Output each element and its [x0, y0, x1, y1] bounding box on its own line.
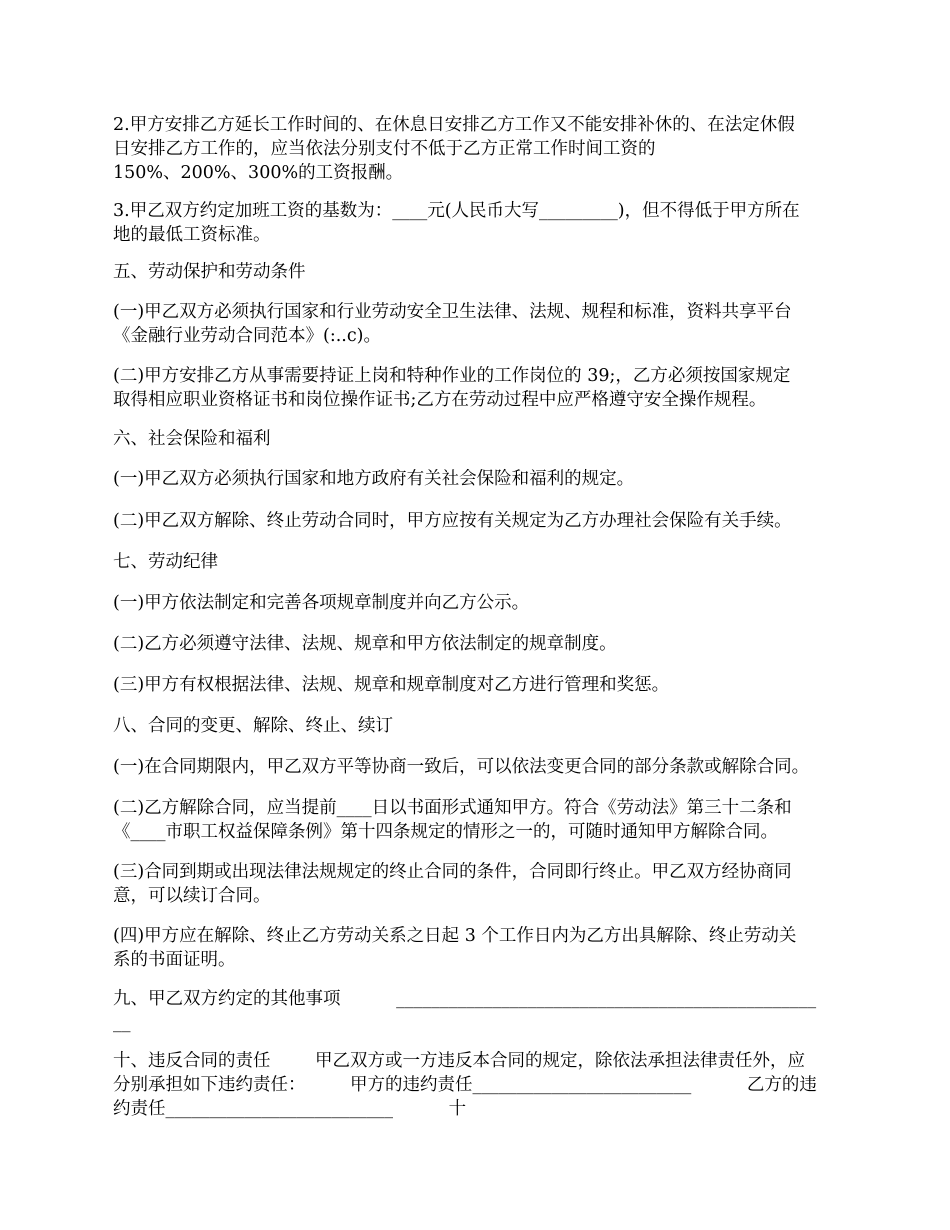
paragraph-7-1: [113, 591, 843, 615]
heading-text: 五、劳动保护和劳动条件: [113, 262, 306, 282]
section-heading-6: [113, 427, 843, 451]
text-line: (二)甲方安排乙方从事需要持证上岗和特种作业的工作岗位的 39;，乙方必须按国家规定: [113, 366, 791, 386]
text-line: (一)甲乙双方必须执行国家和行业劳动安全卫生法律、法规、规程和标准，资料共享平台: [113, 302, 792, 322]
text-line: 2.甲方安排乙方延长工作时间的、在休息日安排乙方工作又不能安排补休的、在法定休假: [113, 115, 795, 135]
text-line: 取得相应职业资格证书和岗位操作证书;乙方在劳动过程中应严格遵守安全操作规程。: [113, 390, 767, 410]
text-line: (三)甲方有权根据法律、法规、规章和规章制度对乙方进行管理和奖惩。: [113, 675, 670, 695]
section-heading-5: [113, 260, 843, 284]
paragraph-overtime-pay: [113, 113, 843, 185]
text-line: (一)在合同期限内，甲乙双方平等协商一致后，可以依法变更合同的部分条款或解除合同。: [113, 757, 810, 777]
text-line: 3.甲乙双方约定加班工资的基数为：____元(人民币大写_________)，但不得低于甲方所在: [113, 201, 800, 221]
text-line: 十、违反合同的责任 甲乙双方或一方违反本合同的规定，除依法承担法律责任外，应: [113, 1051, 805, 1071]
paragraph-10: [113, 1049, 843, 1121]
heading-text: 九、甲乙双方约定的其他事项 ________________________________________________: [113, 989, 817, 1009]
text-line: (二)甲乙双方解除、终止劳动合同时，甲方应按有关规定为乙方办理社会保险有关手续。: [113, 511, 792, 531]
text-line: 《____市职工权益保障条例》第十四条规定的情形之一的，可随时通知甲方解除合同。: [113, 822, 778, 842]
text-line: (二)乙方解除合同，应当提前____日以书面形式通知甲方。符合《劳动法》第三十二条和: [113, 798, 792, 818]
heading-text: 八、合同的变更、解除、终止、续订: [113, 716, 393, 736]
heading-text: 七、劳动纪律: [113, 552, 218, 572]
paragraph-5-2: [113, 364, 843, 412]
text-line: (三)合同到期或出现法律法规规定的终止合同的条件，合同即行终止。甲乙双方经协商同: [113, 862, 792, 882]
paragraph-8-1: [113, 755, 843, 779]
text-line: 意，可以续订合同。: [113, 886, 271, 906]
paragraph-7-2: [113, 632, 843, 656]
paragraph-6-2: [113, 509, 843, 533]
paragraph-6-1: [113, 467, 843, 491]
paragraph-5-1: [113, 300, 843, 348]
text-line: 约责任__________________________ 十: [113, 1099, 467, 1119]
heading-text: 六、社会保险和福利: [113, 429, 271, 449]
paragraph-8-2: [113, 796, 843, 844]
text-line: 系的书面证明。: [113, 950, 236, 970]
paragraph-8-3: [113, 860, 843, 908]
section-heading-7: [113, 550, 843, 574]
text-line: 《金融行业劳动合同范本》(:..c)。: [113, 326, 381, 346]
text-line: 分别承担如下违约责任： 甲方的违约责任_________________________ 乙方的违: [113, 1075, 817, 1095]
text-line: (一)甲乙双方必须执行国家和地方政府有关社会保险和福利的规定。: [113, 469, 635, 489]
paragraph-overtime-base: [113, 199, 843, 247]
text-line: (一)甲方依法制定和完善各项规章制度并向乙方公示。: [113, 593, 530, 613]
text-line: 地的最低工资标准。: [113, 225, 271, 245]
paragraph-8-4: [113, 924, 843, 972]
paragraph-7-3: [113, 673, 843, 697]
text-line: __: [113, 1013, 131, 1033]
text-line: 150%、200%、300%的工资报酬。: [113, 163, 404, 183]
section-heading-8: [113, 714, 843, 738]
text-line: (二)乙方必须遵守法律、法规、规章和甲方依法制定的规章制度。: [113, 634, 617, 654]
text-line: 日安排乙方工作的，应当依法分别支付不低于乙方正常工作时间工资的: [113, 139, 656, 159]
section-heading-9: [113, 987, 843, 1035]
text-line: (四)甲方应在解除、终止乙方劳动关系之日起 3 个工作日内为乙方出具解除、终止劳动关: [113, 926, 797, 946]
